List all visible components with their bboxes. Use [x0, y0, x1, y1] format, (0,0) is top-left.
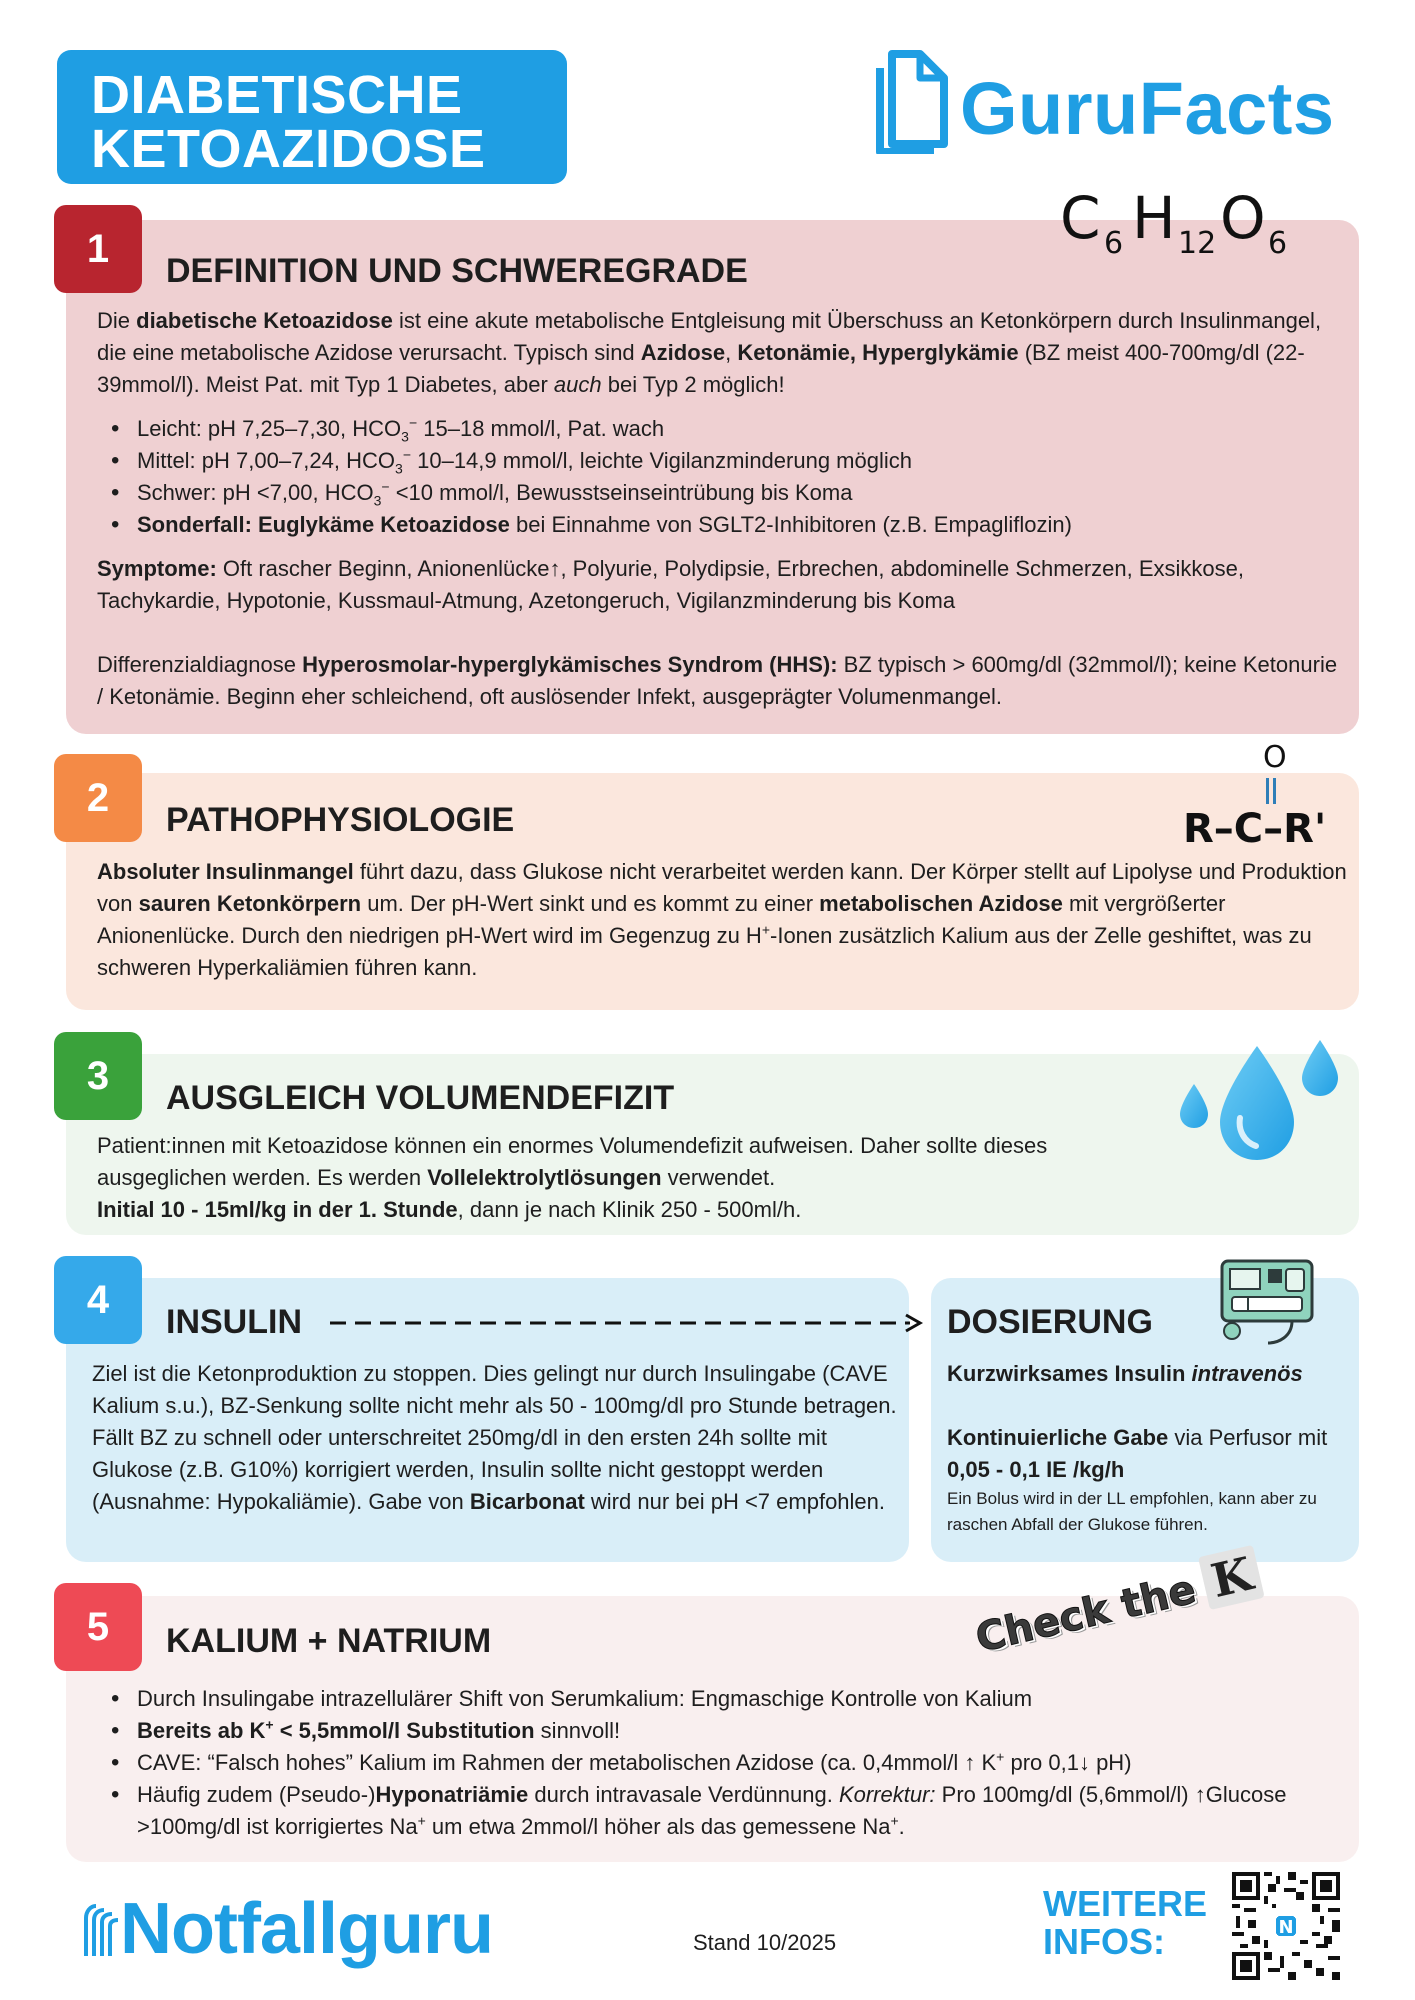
text: wird nur bei pH <7 empfohlen. [584, 1489, 886, 1514]
text: um. Der pH-Wert sinkt und es kommt zu einer [361, 891, 820, 916]
arrow-right-icon [328, 1308, 932, 1338]
text: Patient:innen mit Ketoazidose können ein enormes Volumendefizit aufweisen. Daher sollte dieses ausgeglichen werden. Es werden [97, 1133, 1048, 1190]
text: bei Typ 2 möglich! [601, 372, 785, 397]
bold-text: metabolischen Azidose [819, 891, 1063, 916]
text: Ziel ist die Ketonproduktion zu stoppen. Dies gelingt nur durch Insulingabe (CAVE Kalium s.u.), BZ-Senkung sollte nicht mehr als 50 - 100mg/dl pro Stunde betragen. Fällt BZ zu schnell oder unterschreitet 250mg/dl in den ersten 24h sollte mit Glukose (z.B. G10%) korrigiert werden, Insulin sollte nicht gestoppt werden (Ausnahme: Hypokaliämie). Gabe von [92, 1361, 897, 1514]
bold-text: Absoluter Insulinmangel [97, 859, 354, 884]
bold-text: diabetische Ketoazidose [136, 308, 393, 333]
molecule-oxygen: O [1263, 740, 1287, 775]
section-3-body [97, 1130, 1157, 1226]
dosing-title: DOSIERUNG [947, 1303, 1153, 1341]
severity-list [97, 413, 1342, 541]
text: 10–14,9 mmol/l, leichte Vigilanzminderung möglich [411, 448, 912, 473]
italic-text: Korrektur: [838, 1782, 936, 1807]
text: Durch Insulingabe intrazellulärer Shift von Serumkalium: Engmaschige Kontrolle von Kalium [137, 1686, 1033, 1711]
superscript: − [408, 414, 418, 431]
subscript: 3 [395, 460, 403, 477]
dosing-note: Ein Bolus wird in der LL empfohlen, kann aber zu raschen Abfall der Glukose führen. [947, 1489, 1317, 1534]
dosing-insulin-type [947, 1358, 1352, 1390]
superscript: − [381, 478, 390, 495]
more-info-label [1043, 1885, 1207, 1961]
superscript: + [417, 1812, 426, 1829]
text: Differenzialdiagnose [97, 652, 303, 677]
section-1-body [97, 305, 1342, 713]
dosing-rate [947, 1422, 1352, 1486]
document-icon [862, 48, 954, 154]
sticker-letter: K [1198, 1545, 1265, 1610]
bold-text: Hyponatriämie [375, 1782, 529, 1807]
bold-text: Azidose [640, 340, 726, 365]
section-4-body [92, 1358, 907, 1518]
text: bei Einnahme von SGLT2-Inhibitoren (z.B. Empagliflozin) [509, 512, 1072, 537]
subscript: 3 [401, 428, 409, 445]
text: Leicht: pH 7,25–7,30, HCO [137, 416, 402, 441]
text: Häufig zudem (Pseudo-) [137, 1782, 376, 1807]
text: <10 mmol/l, Bewusstseinseintrübung bis Koma [389, 480, 853, 505]
bold-text: Ketonämie, Hyperglykämie [737, 340, 1019, 365]
list-item [97, 413, 1342, 445]
notfallguru-logo-icon [80, 1900, 124, 1962]
text: 15–18 mmol/l, Pat. wach [417, 416, 665, 441]
bold-text: Hyperosmolar-hyperglykämisches Syndrom (HHS): [302, 652, 838, 677]
text: -Ionen zusätzlich Kalium aus der Zelle geshiftet, was zu schweren Hyperkaliämien führen kann. [97, 923, 1312, 980]
superscript: + [996, 1748, 1005, 1765]
svg-text:C: C [1060, 184, 1101, 252]
definition-paragraph [97, 305, 1342, 401]
volume-dosage [97, 1194, 1157, 1226]
list-item [97, 445, 1342, 477]
text: verwendet. [661, 1165, 776, 1190]
section-2-body [97, 856, 1347, 984]
version-stamp: Stand 10/2025 [693, 1930, 837, 1955]
text: durch intravasale Verdünnung. [528, 1782, 839, 1807]
volume-paragraph [97, 1130, 1157, 1194]
superscript: − [402, 446, 411, 463]
bold-text: Initial 10 - 15ml/kg in der 1. Stunde [97, 1197, 458, 1222]
brand-name: GuruFacts [960, 67, 1335, 150]
list-item [97, 1747, 1347, 1779]
svg-text:12: 12 [1178, 226, 1217, 261]
qr-code-icon[interactable] [1232, 1872, 1340, 1980]
text: um etwa 2mmol/l höher als das gemessene Na [425, 1814, 891, 1839]
text: BZ typisch > 600mg/dl (32mmol/l); keine Ketonurie / Ketonämie. Beginn eher schleichend, oft auslösender Infekt, ausgeprägter Volumenmangel. [97, 652, 1338, 709]
bold-italic-text: intravenös [1191, 1361, 1303, 1386]
molecule-chain: R–C–R' [1183, 806, 1327, 852]
symptoms-paragraph [97, 553, 1342, 617]
italic-text: auch [553, 372, 602, 397]
sticker-text: Check the [971, 1566, 1201, 1662]
double-bond [1266, 778, 1276, 804]
bold-text: 0,05 - 0,1 IE /kg/h [947, 1457, 1125, 1482]
svg-text:6: 6 [1104, 226, 1124, 261]
ketone-molecule-icon [1183, 740, 1327, 860]
text: führt dazu, dass Glukose nicht verarbeitet werden kann. Der Körper stellt auf Lipolyse und Produktion von [97, 859, 1347, 916]
text: ist eine akute metabolische Entgleisung mit Überschuss an Ketonkörpern durch Insulinmangel, die eine metabolische Azidose verursacht. Typisch sind [97, 308, 1322, 365]
text: mit vergrößerter Anionenlücke. Durch den niedrigen pH-Wert wird im Gegenzug zu H [97, 891, 1226, 948]
gurufacts-logo [862, 48, 1342, 158]
section-3-badge: 3 [54, 1032, 142, 1120]
text: , [725, 340, 738, 365]
pathophysiology-paragraph [97, 856, 1347, 984]
bold-text: Kurzwirksames Insulin [947, 1361, 1192, 1386]
text: CAVE: “Falsch hohes” Kalium im Rahmen der metabolischen Azidose (ca. 0,4mmol/l ↑ K [137, 1750, 997, 1775]
infusion-pump-icon [1218, 1257, 1318, 1347]
text: Oft rascher Beginn, Anionenlücke↑, Polyurie, Polydipsie, Erbrechen, abdominelle Schmerzen, Exsikkose, Tachykardie, Hypotonie, Kussmaul-Atmung, Azetongeruch, Vigilanzminderung bis Koma [97, 556, 1244, 613]
bold-text: Sonderfall: Euglykäme Ketoazidose [137, 512, 510, 537]
glucose-formula-icon [1060, 183, 1310, 263]
section-5-body [97, 1683, 1347, 1843]
svg-text:H: H [1132, 184, 1176, 252]
bold-text: Bicarbonat [469, 1489, 585, 1514]
text: sinnvoll! [534, 1718, 621, 1743]
water-drops-icon [1172, 1038, 1342, 1168]
page-title [57, 50, 567, 184]
text: Pro 100mg/dl (5,6mmol/l) ↑Glucose >100mg/dl ist korrigiertes Na [137, 1782, 1287, 1839]
bold-text: Vollelektrolytlösungen [427, 1165, 662, 1190]
superscript: + [265, 1716, 274, 1733]
list-item [97, 1779, 1347, 1843]
text: pro 0,1↓ pH) [1004, 1750, 1132, 1775]
bold-text: sauren Ketonkörpern [138, 891, 362, 916]
differential-paragraph [97, 649, 1342, 713]
text: Schwer: pH <7,00, HCO [137, 480, 374, 505]
text: . [898, 1814, 905, 1839]
section-4-badge: 4 [54, 1256, 142, 1344]
text: Die [97, 308, 137, 333]
text: (BZ meist 400-700mg/dl (22-39mmol/l). Meist Pat. mit Typ 1 Diabetes, aber [97, 340, 1305, 397]
bold-text: Symptome: [97, 556, 217, 581]
insulin-paragraph [92, 1358, 907, 1518]
superscript: + [761, 921, 770, 938]
svg-text:O: O [1220, 184, 1266, 252]
section-5-badge: 5 [54, 1583, 142, 1671]
svg-text:6: 6 [1268, 226, 1288, 261]
section-5-title: KALIUM + NATRIUM [166, 1622, 492, 1660]
svg-text:N: N [1278, 1916, 1294, 1938]
list-item [97, 1715, 1347, 1747]
text: , dann je nach Klinik 250 - 500ml/h. [457, 1197, 802, 1222]
more-info-line-1: WEITERE [1043, 1883, 1208, 1924]
list-item [97, 1683, 1347, 1715]
superscript: + [890, 1812, 899, 1829]
section-1-badge: 1 [54, 205, 142, 293]
section-3-title: AUSGLEICH VOLUMENDEFIZIT [166, 1079, 675, 1117]
list-item [97, 477, 1342, 509]
section-4-title: INSULIN [166, 1303, 302, 1341]
subscript: 3 [373, 492, 382, 509]
footer-brand: Notfallguru [120, 1889, 493, 1969]
bold-text: Bereits ab K [137, 1718, 266, 1743]
text: Mittel: pH 7,00–7,24, HCO [137, 448, 396, 473]
section-2-title: PATHOPHYSIOLOGIE [166, 801, 515, 839]
more-info-line-2: INFOS: [1043, 1921, 1165, 1962]
title-line-1: DIABETISCHE [91, 65, 463, 125]
title-line-2: KETOAZIDOSE [91, 119, 486, 179]
bold-text: < 5,5mmol/l Substitution [273, 1718, 535, 1743]
dosing-body [947, 1358, 1352, 1538]
section-2-badge: 2 [54, 754, 142, 842]
section-1-title: DEFINITION UND SCHWEREGRADE [166, 252, 748, 290]
potassium-list [97, 1683, 1347, 1843]
text: via Perfusor mit [1168, 1425, 1328, 1450]
bold-text: Kontinuierliche Gabe [947, 1425, 1169, 1450]
list-item [97, 509, 1342, 541]
